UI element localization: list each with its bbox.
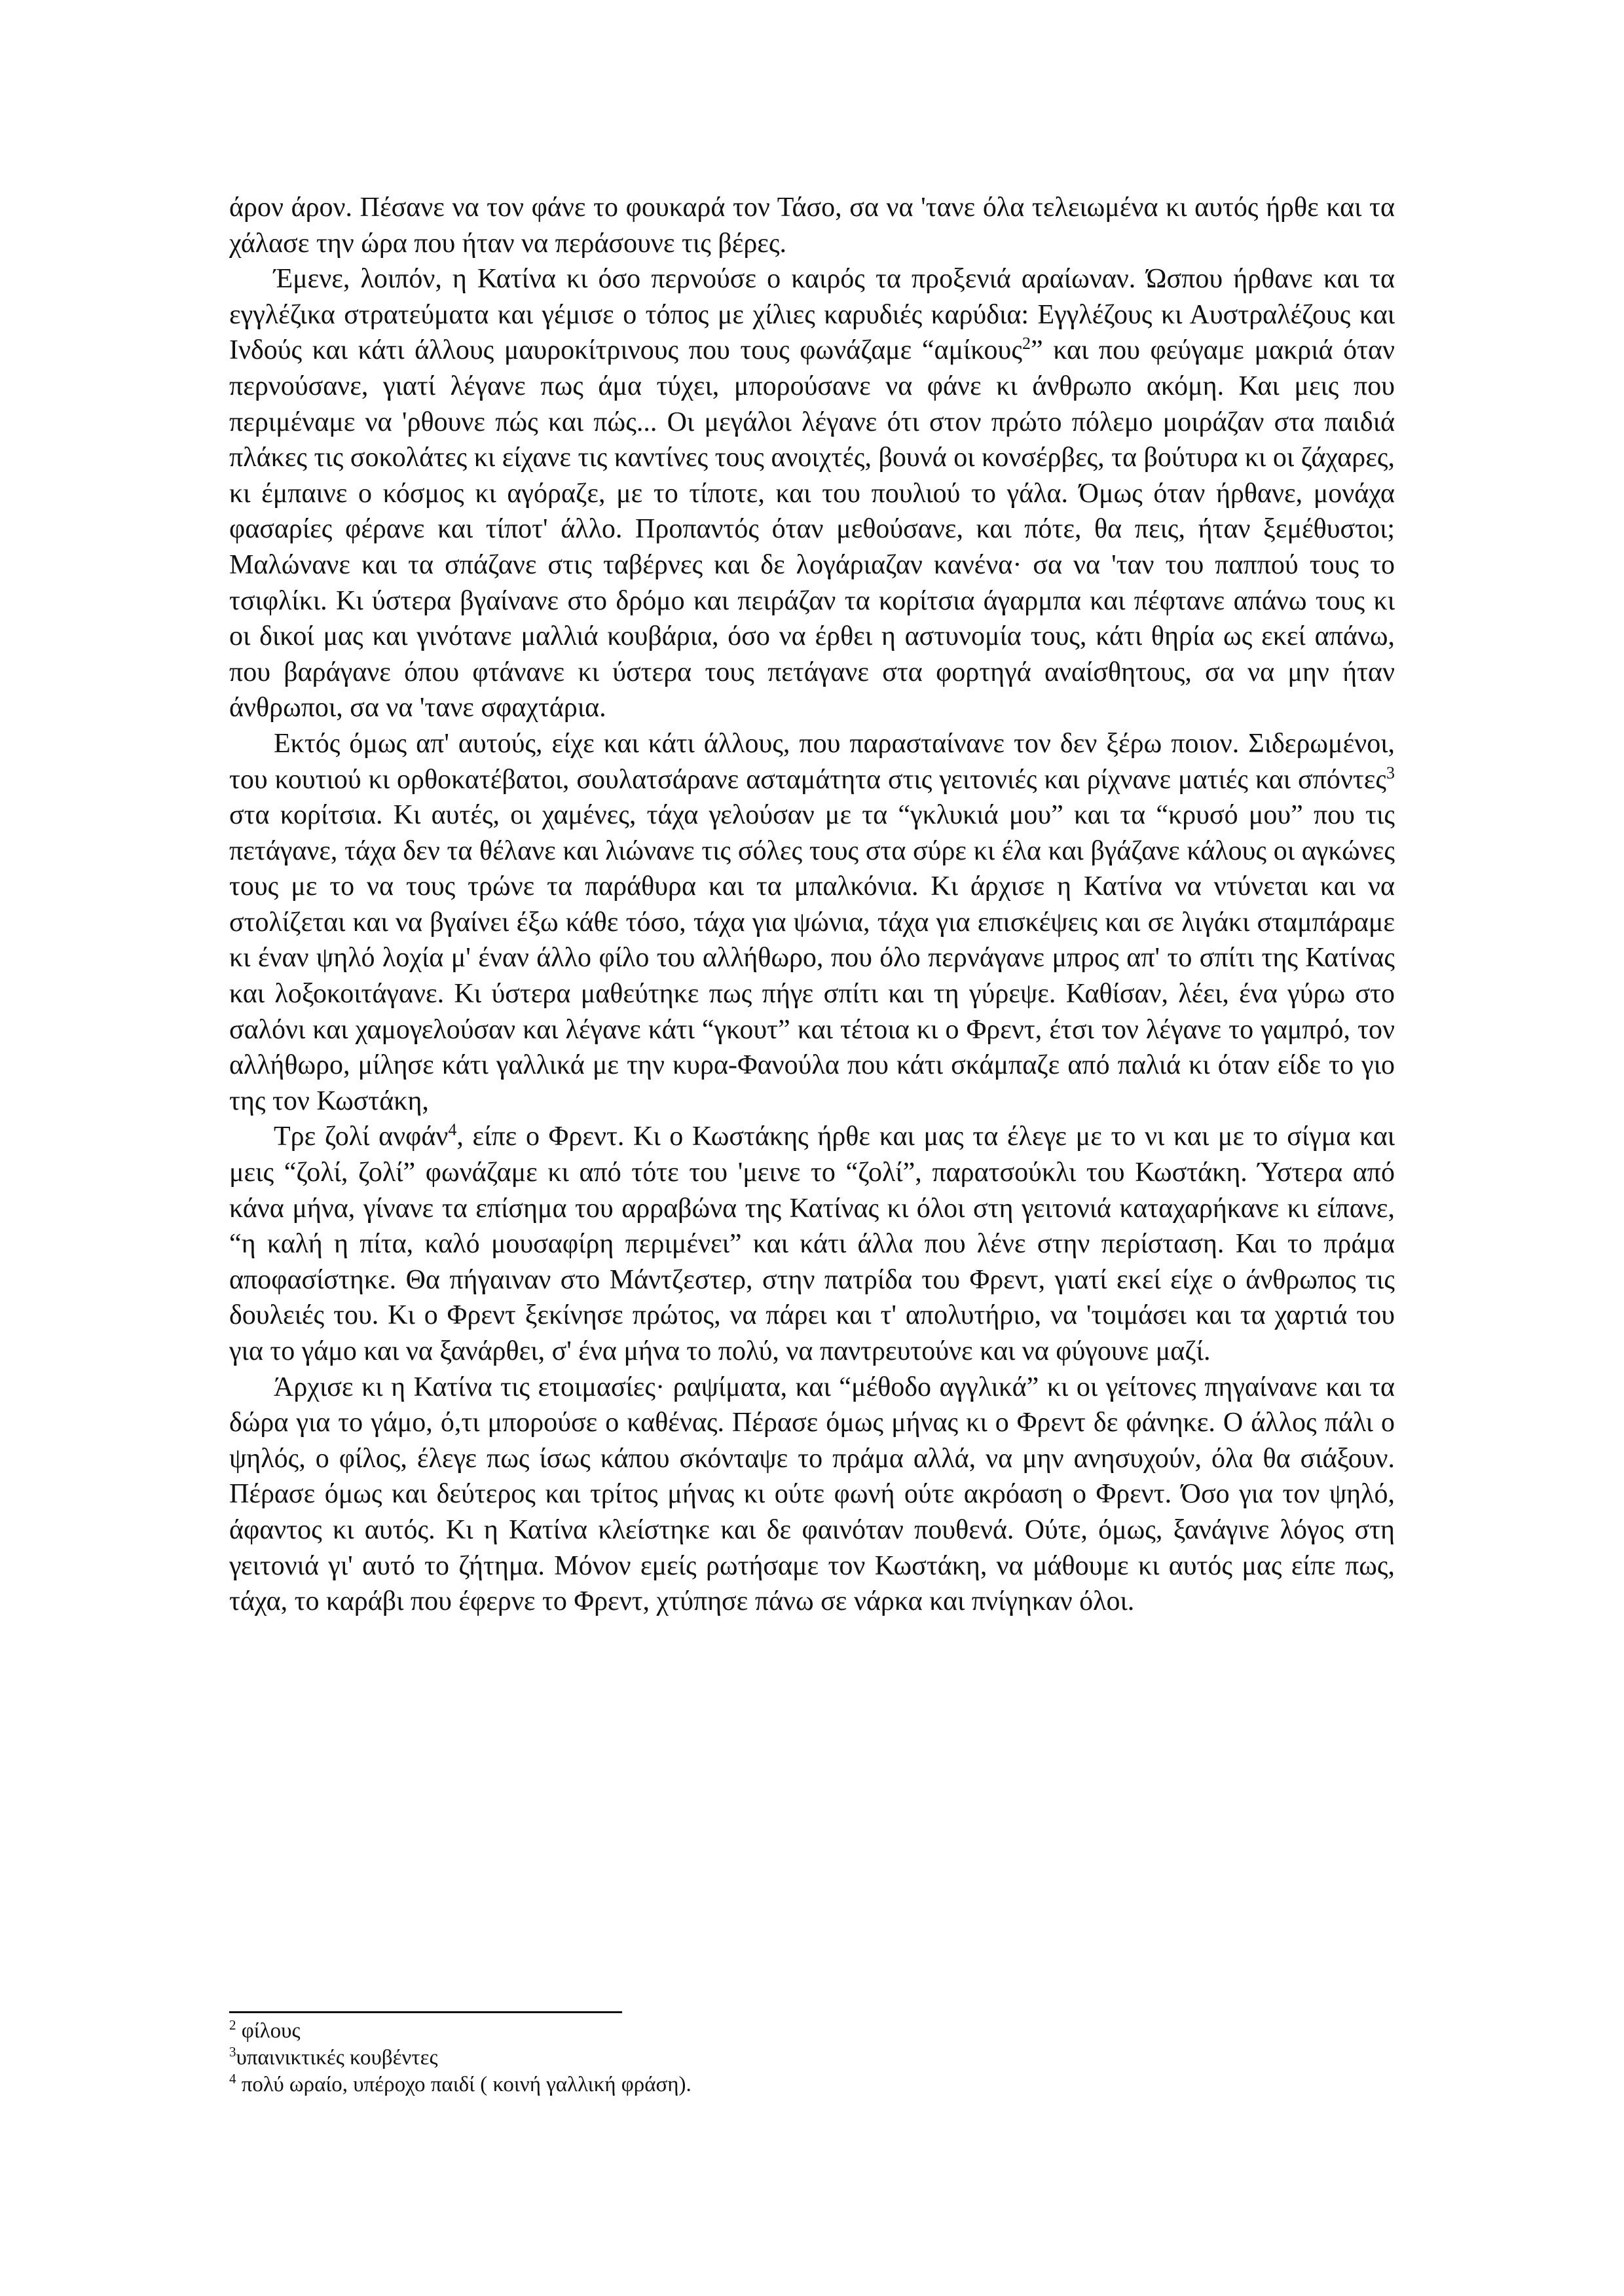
footnote-number: 3	[229, 2044, 236, 2060]
document-body	[229, 190, 1395, 1620]
paragraph-5	[229, 1370, 1395, 1620]
paragraph-1-text: άρον άρον. Πέσανε να τον φάνε το φουκαρά τον Τάσο, σα να 'τανε όλα τελειωμένα κι αυτός ήρθε και τα χάλασε την ώρα που ήταν να περάσουνε τις βέρες.	[229, 192, 1395, 259]
footnote-number: 4	[229, 2071, 236, 2086]
paragraph-2	[229, 261, 1395, 726]
paragraph-3-text-a: Εκτός όμως απ' αυτούς, είχε και κάτι άλλους, που παρασταίνανε τον δεν ξέρω ποιον. Σιδερωμένοι, του κουτιού κι ορθοκατέβατοι, σουλατσάρανε ασταμάτητα στις γειτονιές και ρίχνανε ματιές και σπόντες	[229, 728, 1395, 795]
footnotes	[229, 2018, 1395, 2098]
paragraph-3	[229, 726, 1395, 1120]
paragraph-2-text-b: ” και που φεύγαμε μακριά όταν περνούσανε, γιατί λέγανε πως άμα τύχει, μπορούσανε να φάνε κι άνθρωπο ακόμη. Και μεις που περιμέναμε να 'ρθουνε πώς και πώς... Οι μεγάλοι λέγανε ότι στον πρώτο πόλεμο μοιράζαν στα παιδιά πλάκες τις σοκολάτες κι είχανε τις καντίνες τους ανοιχτές, βουνά οι κονσέρβες, τα βούτυρα κι οι ζάχαρες, κι έμπαινε ο κόσμος κι αγόραζε, με το τίποτε, και του πουλιού το γάλα. Όμως όταν ήρθανε, μονάχα φασαρίες φέρανε και τίποτ' άλλο. Προπαντός όταν μεθούσανε, και πότε, θα πεις, ήταν ξεμέθυστοι; Μαλώνανε και τα σπάζανε στις ταβέρνες και δε λογάριαζαν κανένα· σα να 'ταν του παππού τους το τσιφλίκι. Κι ύστερα βγαίνανε στο δρόμο και πειράζαν τα κορίτσια άγαρμπα και πέφτανε απάνω τους κι οι δικοί μας και γινότανε μαλλιά κουβάρια, όσο να έρθει η αστυνομία τους, κάτι θηρία ως εκεί απάνω, που βαράγανε όπου φτάνανε κι ύστερα τους πετάγανε στα φορτηγά αναίσθητους, σα να μην ήταν άνθρωποι, σα να 'τανε σφαχτάρια.	[229, 335, 1395, 723]
paragraph-2-text-a: Έμενε, λοιπόν, η Κατίνα κι όσο περνούσε ο καιρός τα προξενιά αραίωναν. Ώσπου ήρθανε και τα εγγλέζικα στρατεύματα και γέμισε ο τόπος με χίλιες καρυδιές καρύδια: Εγγλέζους κι Αυστραλέζους και Ινδούς και κάτι άλλους μαυροκίτρινους που τους φωνάζαμε “αμίκους	[229, 264, 1395, 366]
footnote-ref-3[interactable]: 3	[1386, 763, 1395, 782]
paragraph-1	[229, 190, 1395, 261]
footnote-2	[229, 2018, 1395, 2045]
footnote-ref-2[interactable]: 2	[1022, 334, 1031, 354]
paragraph-4-text-b: , είπε ο Φρεντ. Κι ο Κωστάκης ήρθε και μας τα έλεγε με το νι και με το σίγμα και μεις “ζολί, ζολί” φωνάζαμε κι από τότε του 'μεινε το “ζολί”, παρατσούκλι του Κωστάκη. Ύστερα από κάνα μήνα, γίνανε τα επίσημα του αρραβώνα της Κατίνας κι όλοι στη γειτονιά καταχαρήκανε κι είπανε, “η καλή η πίτα, καλό μουσαφίρη περιμένει” και κάτι άλλα που λένε στην περίσταση. Και το πράμα αποφασίστηκε. Θα πήγαιναν στο Μάντζεστερ, στην πατρίδα του Φρεντ, γιατί εκεί είχε ο άνθρωπος τις δουλειές του. Κι ο Φρεντ ξεκίνησε πρώτος, να πάρει και τ' απολυτήριο, να 'τοιμάσει και τα χαρτιά του για το γάμο και να ξανάρθει, σ' ένα μήνα το πολύ, να παντρευτούνε και να φύγουνε μαζί.	[229, 1121, 1395, 1366]
footnote-text: πολύ ωραίο, υπέροχο παιδί ( κοινή γαλλική φράση).	[236, 2073, 692, 2096]
paragraph-4-text-a: Τρε ζολί ανφάν	[274, 1121, 449, 1152]
footnote-separator	[229, 2011, 622, 2013]
footnote-ref-4[interactable]: 4	[448, 1120, 457, 1140]
footnote-3	[229, 2045, 1395, 2071]
paragraph-4	[229, 1119, 1395, 1369]
footnote-text: υπαινικτικές κουβέντες	[236, 2046, 438, 2069]
footnote-text: φίλους	[236, 2019, 301, 2043]
paragraph-3-text-b: στα κορίτσια. Κι αυτές, οι χαμένες, τάχα γελούσαν με τα “γκλυκιά μου” και τα “κρυσό μου” που τις πετάγανε, τάχα δεν τα θέλανε και λιώνανε τις σόλες τους στα σύρε κι έλα και βγάζανε κάλους οι αγκώνες τους με το να τους τρώνε τα παράθυρα και τα μπαλκόνια. Κι άρχισε η Κατίνα να ντύνεται και να στολίζεται και να βγαίνει έξω κάθε τόσο, τάχα για ψώνια, τάχα για επισκέψεις και σε λιγάκι σταμπάραμε κι έναν ψηλό λοχία μ' έναν άλλο φίλο του αλλήθωρο, που όλο περνάγανε μπρος απ' το σπίτι της Κατίνας και λοξοκοιτάγανε. Κι ύστερα μαθεύτηκε πως πήγε σπίτι και τη γύρεψε. Καθίσαν, λέει, ένα γύρω στο σαλόνι και χαμογελούσαν και λέγανε κάτι “γκουτ” και τέτοια κι ο Φρεντ, έτσι τον λέγανε το γαμπρό, τον αλλήθωρο, μίλησε κάτι γαλλικά με την κυρα-Φανούλα που κάτι σκάμπαζε από παλιά κι όταν είδε το γιο της τον Κωστάκη,	[229, 800, 1395, 1116]
paragraph-5-text: Άρχισε κι η Κατίνα τις ετοιμασίες· ραψίματα, και “μέθοδο αγγλικά” κι οι γείτονες πηγαίνανε και τα δώρα για το γάμο, ό,τι μπορούσε ο καθένας. Πέρασε όμως μήνας κι ο Φρεντ δε φάνηκε. Ο άλλος πάλι ο ψηλός, ο φίλος, έλεγε πως ίσως κάπου σκόνταψε το πράμα αλλά, να μην ανησυχούν, όλα θα σιάξουν. Πέρασε όμως και δεύτερος και τρίτος μήνας κι ούτε φωνή ούτε ακρόαση ο Φρεντ. Όσο για τον ψηλό, άφαντος κι αυτός. Κι η Κατίνα κλείστηκε και δε φαινόταν πουθενά. Ούτε, όμως, ξανάγινε λόγος στη γειτονιά γι' αυτό το ζήτημα. Μόνον εμείς ρωτήσαμε τον Κωστάκη, να μάθουμε κι αυτός μας είπε πως, τάχα, το καράβι που έφερνε το Φρεντ, χτύπησε πάνω σε νάρκα και πνίγηκαν όλοι.	[229, 1372, 1395, 1617]
footnote-number: 2	[229, 2017, 236, 2033]
footnote-4	[229, 2071, 1395, 2098]
